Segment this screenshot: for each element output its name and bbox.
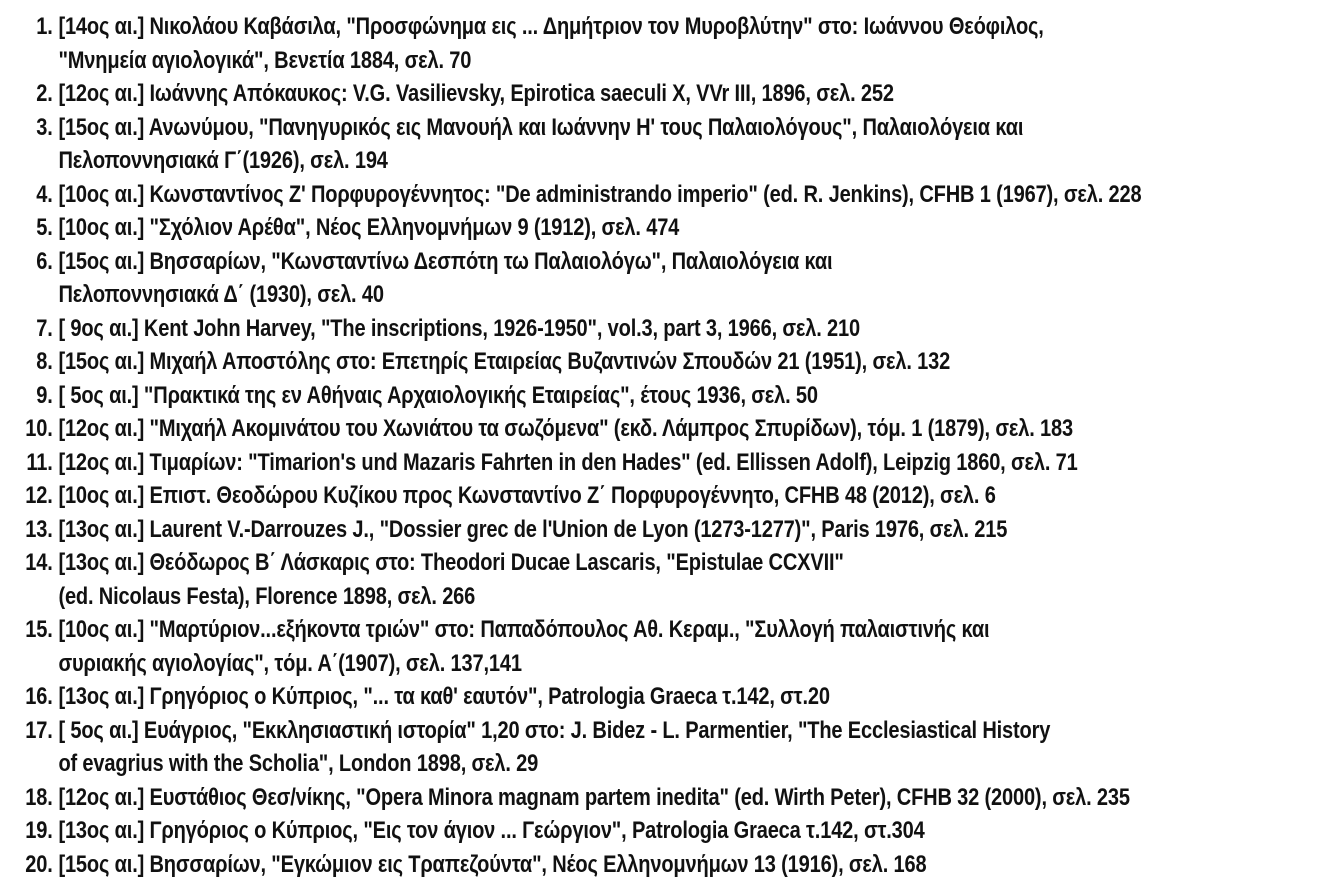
reference-text: [58, 77, 1336, 111]
reference-number: 4.: [36, 180, 53, 208]
reference-item: [0, 714, 1336, 781]
reference-item: [0, 479, 1336, 513]
reference-item: [0, 111, 1336, 178]
reference-text: [58, 479, 1336, 513]
reference-line: [12ος αι.] "Μιχαήλ Ακομινάτου του Χωνιάτου τα σωζόμενα" (εκδ. Λάμπρος Σπυρίδων), τόμ. 1 (1879), σελ. 183: [58, 415, 1073, 442]
reference-item: [0, 345, 1336, 379]
reference-text: [58, 814, 1336, 848]
reference-number: 1.: [36, 13, 53, 40]
reference-item: [0, 412, 1336, 446]
reference-number: 18.: [25, 783, 53, 811]
reference-text: [58, 312, 1336, 346]
reference-line: [12ος αι.] Τιμαρίων: "Timarion's und Mazaris Fahrten in den Hades" (ed. Ellissen Adolf), Leipzig 1860, σελ. 71: [58, 448, 1078, 476]
reference-line: (ed. Nicolaus Festa), Florence 1898, σελ. 266: [58, 582, 476, 610]
reference-number: 5.: [36, 214, 53, 241]
reference-item: [0, 312, 1336, 346]
reference-number: 19.: [25, 817, 53, 844]
reference-line: [14ος αι.] Νικολάου Καβάσιλα, "Προσφώνημα εις ... Δημήτριον τον Μυροβλύτην" στο: Ιωάννου Θεόφιλος,: [58, 13, 1044, 40]
reference-line: [13ος αι.] Θεόδωρος Β΄ Λάσκαρις στο: Theodori Ducae Lascaris, "Epistulae CCXVII": [58, 549, 844, 576]
reference-number: 15.: [25, 616, 53, 643]
reference-line: [ 9ος αι.] Kent John Harvey, "The inscriptions, 1926-1950", vol.3, part 3, 1966, σελ. 210: [58, 314, 860, 342]
reference-line: Πελοποννησιακά Δ΄ (1930), σελ. 40: [58, 281, 384, 308]
reference-line: [12ος αι.] Ιωάννης Απόκαυκος: V.G. Vasilievsky, Epirotica saeculi X, VVr III, 1896, σελ. 252: [58, 80, 894, 107]
reference-line: [15ος αι.] Βησσαρίων, "Κωνσταντίνω Δεσπότη τω Παλαιολόγω", Παλαιολόγεια και: [58, 247, 833, 275]
reference-item: [0, 814, 1336, 848]
reference-number: 11.: [26, 448, 53, 476]
reference-text: [58, 781, 1336, 815]
reference-line: [10ος αι.] Επιστ. Θεοδώρου Κυζίκου προς Κωνσταντίνο Ζ΄ Πορφυρογέννητο, CFHB 48 (2012), σελ. 6: [58, 482, 996, 509]
reference-item: [0, 245, 1336, 312]
reference-item: [0, 546, 1336, 613]
reference-line: [ 5ος αι.] "Πρακτικά της εν Αθήναις Αρχαιολογικής Εταιρείας", έτους 1936, σελ. 50: [58, 381, 818, 409]
reference-item: [0, 848, 1336, 882]
reference-item: [0, 211, 1336, 245]
reference-text: [58, 680, 1336, 714]
reference-line: [10ος αι.] "Μαρτύριον...εξήκοντα τριών" στο: Παπαδόπουλος Αθ. Κεραμ., "Συλλογή παλαιστινής και: [58, 616, 990, 643]
reference-text: [58, 245, 1336, 312]
reference-number: 3.: [36, 113, 53, 141]
reference-line: [15ος αι.] Μιχαήλ Αποστόλης στο: Επετηρίς Εταιρείας Βυζαντινών Σπουδών 21 (1951), σελ. 132: [58, 348, 951, 375]
reference-line: [13ος αι.] Γρηγόριος ο Κύπριος, "... τα καθ' εαυτόν", Patrologia Graeca τ.142, στ.20: [58, 683, 830, 710]
reference-text: [58, 10, 1336, 77]
reference-text: [58, 412, 1336, 446]
reference-text: [58, 379, 1336, 413]
reference-text: [58, 178, 1336, 212]
reference-item: [0, 446, 1336, 480]
reference-item: [0, 178, 1336, 212]
reference-text: [58, 446, 1336, 480]
reference-number: 9.: [36, 381, 53, 409]
reference-number: 16.: [25, 683, 53, 710]
reference-number: 10.: [25, 415, 53, 442]
reference-item: [0, 10, 1336, 77]
reference-number: 14.: [25, 549, 53, 576]
reference-line: "Μνημεία αγιολογικά", Βενετία 1884, σελ. 70: [58, 46, 472, 74]
reference-text: [58, 546, 1336, 613]
reference-item: [0, 77, 1336, 111]
reference-number: 13.: [25, 515, 53, 543]
reference-line: of evagrius with the Scholia", London 1898, σελ. 29: [58, 750, 539, 777]
reference-line: [13ος αι.] Laurent V.-Darrouzes J., "Dossier grec de l'Union de Lyon (1273-1277)", Paris 1976, σελ. 215: [58, 515, 1008, 543]
reference-item: [0, 680, 1336, 714]
reference-text: [58, 714, 1336, 781]
reference-text: [58, 345, 1336, 379]
reference-item: [0, 781, 1336, 815]
reference-number: 2.: [36, 80, 53, 107]
reference-number: 8.: [36, 348, 53, 375]
reference-text: [58, 111, 1336, 178]
reference-number: 17.: [25, 716, 53, 744]
reference-line: [13ος αι.] Γρηγόριος ο Κύπριος, "Εις τον άγιον ... Γεώργιον", Patrologia Graeca τ.142, στ.304: [58, 817, 925, 844]
reference-line: [ 5ος αι.] Ευάγριος, "Εκκλησιαστική ιστορία" 1,20 στο: J. Bidez - L. Parmentier, "The Ecclesiastical History: [58, 716, 1051, 744]
reference-line: [10ος αι.] Κωνσταντίνος Ζ' Πορφυρογέννητος: "De administrando imperio" (ed. R. Jenkins), CFHB 1 (1967), σελ. 228: [58, 180, 1142, 208]
reference-line: [15ος αι.] Ανωνύμου, "Πανηγυρικός εις Μανουήλ και Ιωάννην Η' τους Παλαιολόγους", Παλαιολόγεια και: [58, 113, 1024, 141]
reference-text: [58, 848, 1336, 882]
reference-line: [12ος αι.] Ευστάθιος Θεσ/νίκης, "Opera Minora magnam partem inedita" (ed. Wirth Peter), CFHB 32 (2000), σελ. 235: [58, 783, 1130, 811]
reference-line: Πελοποννησιακά Γ΄(1926), σελ. 194: [58, 147, 388, 174]
reference-number: 12.: [25, 482, 53, 509]
reference-line: συριακής αγιολογίας", τόμ. Α΄(1907), σελ. 137,141: [58, 649, 522, 677]
reference-number: 20.: [25, 850, 53, 878]
reference-line: [15ος αι.] Βησσαρίων, "Εγκώμιον εις Τραπεζούντα", Νέος Ελληνομνήμων 13 (1916), σελ. 168: [58, 850, 927, 878]
reference-list: [0, 10, 1336, 881]
reference-text: [58, 613, 1336, 680]
reference-number: 7.: [36, 314, 53, 342]
reference-item: [0, 513, 1336, 547]
reference-number: 6.: [36, 247, 53, 275]
reference-text: [58, 513, 1336, 547]
reference-item: [0, 613, 1336, 680]
reference-text: [58, 211, 1336, 245]
reference-line: [10ος αι.] "Σχόλιον Αρέθα", Νέος Ελληνομνήμων 9 (1912), σελ. 474: [58, 214, 680, 241]
reference-item: [0, 379, 1336, 413]
